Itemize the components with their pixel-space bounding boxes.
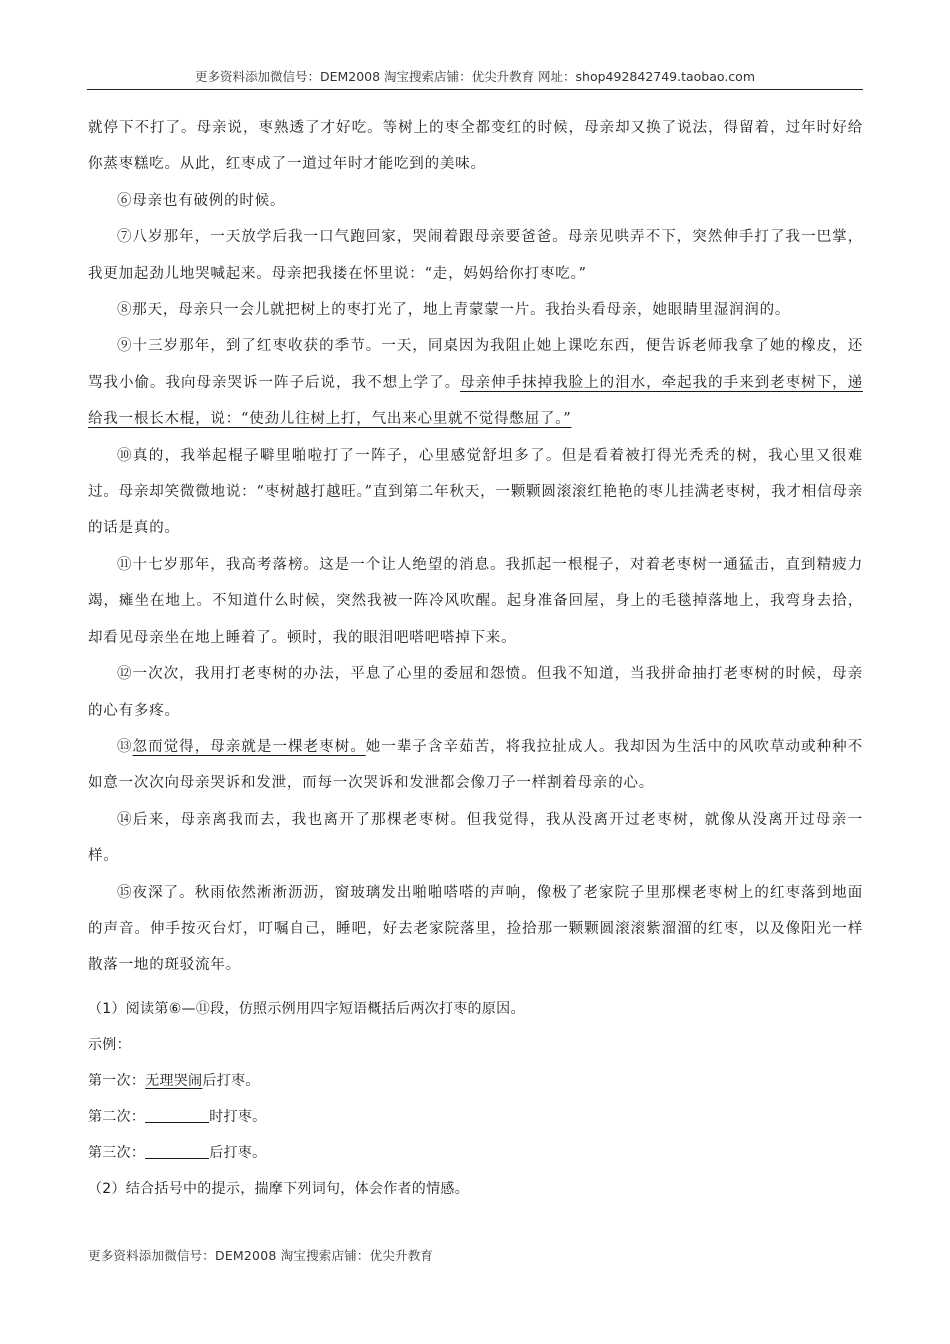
second-suffix: 时打枣。 <box>209 1109 267 1125</box>
third-prefix: 第三次： <box>88 1145 146 1161</box>
questions <box>88 991 863 1207</box>
paragraph-13-text: 她一辈子含辛茹苦，将我拉扯成人。我却因为生活中的风吹草动或种种不如意一次次向母亲哭诉和发泄，而每一次哭诉和发泄都会像刀子一样割着母亲的心。 <box>88 738 863 792</box>
paragraph-8: ⑧那天，母亲只一会儿就把树上的枣打光了，地上青蒙蒙一片。我抬头看母亲，她眼睛里湿润润的。 <box>117 302 791 319</box>
paragraph-10: ⑩真的，我举起棍子噼里啪啦打了一阵子，心里感觉舒坦多了。但是看着被打得光秃秃的树，我心里又很难过。母亲却笑微微地说：“枣树越打越旺。”直到第二年秋天，一颗颗圆滚滚红艳艳的枣儿挂满老枣树，我才相信母亲的话是真的。 <box>88 447 863 537</box>
paragraph-9-text: ⑨十三岁那年，到了红枣收获的季节。一天，同桌因为我阻止她上课吃东西，便告诉老师我拿了她的橡皮，还骂我小偷。我向母亲哭诉一阵子后说，我不想上学了。 <box>88 338 863 391</box>
paragraph-11: ⑪十七岁那年，我高考落榜。这是一个让人绝望的消息。我抓起一根棍子，对着老枣树一通猛击，直到精疲力竭，瘫坐在地上。不知道什么时候，突然我被一阵冷风吹醒。起身准备回屋，身上的毛毯掉落地上，我弯身去拾，却看见母亲坐在地上睡着了。顿时，我的眼泪吧嗒吧嗒掉下来。 <box>88 556 863 646</box>
passage <box>88 110 863 984</box>
page-header: 更多资料添加微信号：DEM2008 淘宝搜索店铺：优尖升教育 网址：shop492842749.taobao.com <box>87 67 863 90</box>
paragraph-13 <box>88 729 863 802</box>
third-suffix: 后打枣。 <box>209 1145 267 1161</box>
first-answer: 无理哭闹 <box>145 1073 203 1089</box>
page-footer: 更多资料添加微信号：DEM2008 淘宝搜索店铺：优尖升教育 <box>88 1248 434 1263</box>
paragraph-14: ⑭后来，母亲离我而去，我也离开了那棵老枣树。但我觉得，我从没离开过老枣树，就像从没离开过母亲一样。 <box>88 811 863 865</box>
paragraph-6: ⑥母亲也有破例的时候。 <box>117 192 286 209</box>
first-suffix: 后打枣。 <box>202 1073 260 1089</box>
first-time-line <box>88 1063 863 1099</box>
second-time-line <box>88 1099 863 1135</box>
example-label: 示例： <box>88 1037 131 1053</box>
third-time-line <box>88 1135 863 1171</box>
paragraph-12: ⑫一次次，我用打老枣树的办法，平息了心里的委屈和怨愤。但我不知道，当我拼命抽打老枣树的时候，母亲的心有多疼。 <box>88 666 863 719</box>
paragraph-9-underlined: 母亲伸手抹掉我脸上的泪水，牵起我的手来到老枣树下，递给我一根长木棍，说：“使劲儿往树上打，气出来心里就不觉得憋屈了。” <box>88 374 863 428</box>
paragraph-9 <box>88 328 863 437</box>
paragraph-15: ⑮夜深了。秋雨依然淅淅沥沥，窗玻璃发出啪啪嗒嗒的声响，像极了老家院子里那棵老枣树上的红枣落到地面的声音。伸手按灭台灯，叮嘱自己，睡吧，好去老家院落里，捡拾那一颗颗圆滚滚紫溜溜的红枣，以及像阳光一样散落一地的斑驳流年。 <box>88 884 863 974</box>
question-2: （2）结合括号中的提示，揣摩下列词句，体会作者的情感。 <box>88 1181 470 1197</box>
paragraph-7: ⑦八岁那年，一天放学后我一口气跑回家，哭闹着跟母亲要爸爸。母亲见哄弄不下，突然伸手打了我一巴掌，我更加起劲儿地哭喊起来。母亲把我搂在怀里说：“走，妈妈给你打枣吃。” <box>88 229 863 282</box>
second-prefix: 第二次： <box>88 1109 146 1125</box>
paragraph-13-underlined: 忽而觉得，母亲就是一棵老枣树。 <box>132 738 366 755</box>
third-answer-blank[interactable] <box>145 1142 209 1159</box>
paragraph-continuation: 就停下不打了。母亲说，枣熟透了才好吃。等树上的枣全都变红的时候，母亲却又换了说法，得留着，过年时好给你蒸枣糕吃。从此，红枣成了一道过年时才能吃到的美味。 <box>88 120 863 173</box>
question-1: （1）阅读第⑥—⑪段，仿照示例用四字短语概括后两次打枣的原因。 <box>88 1001 525 1017</box>
second-answer-blank[interactable] <box>145 1106 209 1123</box>
first-prefix: 第一次： <box>88 1073 146 1089</box>
paragraph-13-number: ⑬ <box>117 738 133 755</box>
